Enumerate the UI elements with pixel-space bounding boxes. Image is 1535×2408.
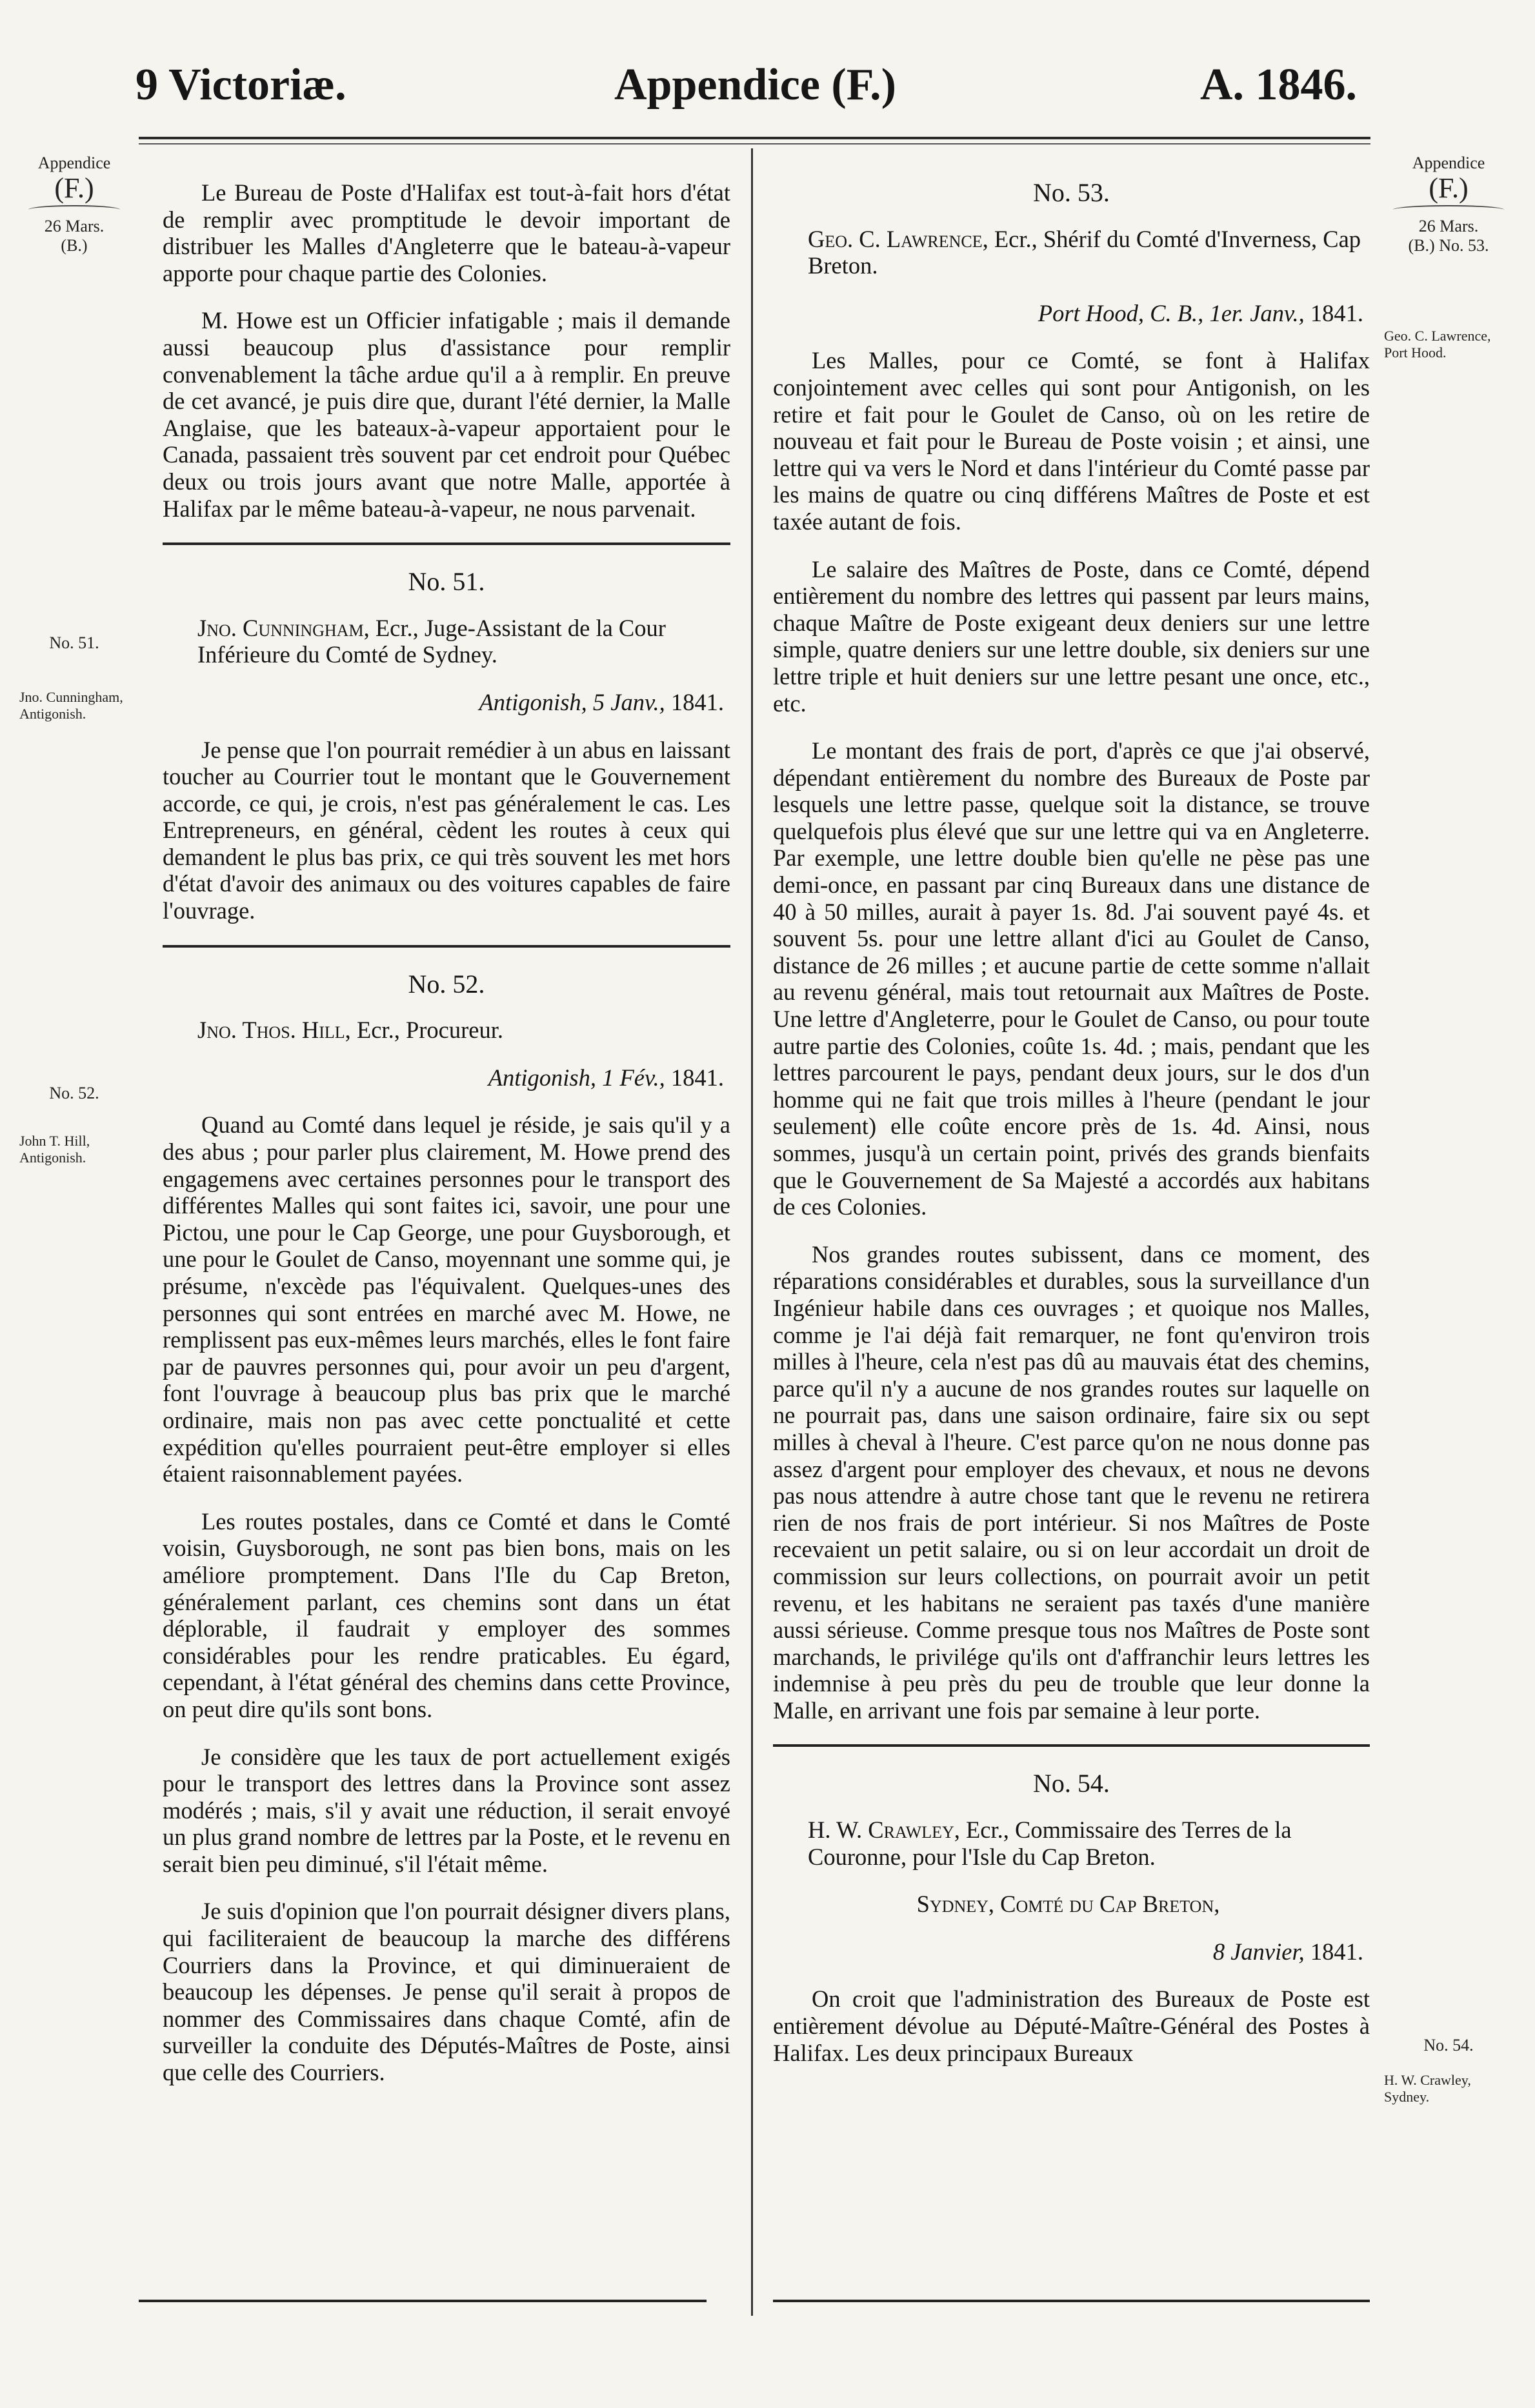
place-date-52	[163, 1064, 730, 1091]
letter-number-52: No. 52.	[408, 969, 485, 999]
margin-left-no52-name: John T. Hill, Antigonish.	[19, 1133, 90, 1166]
column-divider	[751, 148, 753, 2316]
addressee-54	[773, 1816, 1370, 1870]
margin-left-appendix	[19, 154, 129, 255]
date: 5 Janv.,	[592, 688, 665, 715]
addressee-title: Ecr., Shérif du Comté d'Inverness, Cap Breton.	[808, 225, 1361, 279]
paragraph: Je considère que les taux de port actuellement exigés pour le transport des lettres dans la Province sont assez modérés ; mais, s'il y avait une réduction, il serait envoyé un plus grand nombre de lettres par la Poste, et le revenu en serait bien peu diminué, s'il l'était même.	[163, 1743, 730, 1877]
paragraph: Les Malles, pour ce Comté, se font à Halifax conjointement avec celles qui sont pour Antigonish, on les retire et fait pour le Goulet de Canso, où on les retire de nouveau et fait pour le Bureau de Poste voisin ; et ainsi, une lettre qui va vers le Nord et dans l'intérieur du Comté passe par les mains de quatre ou cinq différens Maîtres de Poste et est taxée autant de fois.	[773, 347, 1370, 535]
letter-number-51: No. 51.	[408, 567, 485, 597]
margin-sub: (B.)	[61, 236, 88, 255]
margin-left-no51: No. 51.	[49, 633, 99, 652]
margin-brace	[28, 205, 120, 214]
margin-left-no51-name: Jno. Cunningham, Antigonish.	[19, 689, 123, 722]
header-rule-thin	[139, 143, 1370, 144]
place-date-51	[163, 689, 730, 716]
addressee-title: Ecr., Commissaire des Terres de la Couronne, pour l'Isle du Cap Breton.	[808, 1816, 1292, 1870]
paragraph: Quand au Comté dans lequel je réside, je sais qu'il y a des abus ; pour parler plus clairement, M. Howe prend des engagemens avec certaines personnes pour le transport des différentes Malles qui sont faites ici, savoir, une pour une Pictou, une pour le Cap George, une pour Guysborough, et une pour le Goulet de Canso, moyennant une somme qui, je présume, n'excède pas l'équivalent. Quelques-unes des personnes qui sont entrées en marché avec M. Howe, ne remplissent pas eux-mêmes leurs marchés, elles le font faire par de pauvres personnes qui, pour avoir un peu d'argent, font l'ouvrage à beaucoup plus bas prix que le marché ordinaire, mais non pas avec cette ponctualité et cette expédition qu'elles pourraient peut-être employer si elles étaient raisonnablement payées.	[163, 1111, 730, 1488]
year: 1841.	[665, 688, 724, 715]
section-rule	[773, 1744, 1370, 1747]
margin-right-no54-name: H. W. Crawley, Sydney.	[1384, 2072, 1471, 2105]
margin-sub: (B.) No. 53.	[1408, 236, 1489, 255]
date: 1 Fév.,	[602, 1064, 665, 1091]
header-year: A. 1846.	[1200, 60, 1358, 110]
margin-appendix-label: Appendice	[1412, 154, 1485, 172]
addressee-name: H. W. Crawley,	[808, 1816, 960, 1844]
letter-number-53: No. 53.	[1033, 178, 1110, 207]
paragraph: M. Howe est un Officier infatigable ; mais il demande aussi beaucoup plus d'assistance pour remplir convenablement la tâche ardue qu'il a à remplir. En preuve de cet avancé, je puis dire que, durant l'été dernier, la Malle Anglaise, que les bateaux-à-vapeur apportaient pour le Canada, passaient très souvent par cet endroit pour Québec deux ou trois jours avant que notre Malle, apportée à Halifax par le même bateau-à-vapeur, ne nous parvenait.	[163, 307, 730, 522]
addressee-name: Jno. Cunningham,	[197, 614, 370, 641]
header-volume: 9 Victoriæ.	[135, 60, 346, 110]
addressee-title: Ecr., Procureur.	[350, 1017, 503, 1044]
addressee-51	[163, 615, 730, 668]
paragraph: Nos grandes routes subissent, dans ce moment, des réparations considérables et durables, sous la surveillance d'un Ingénieur habile dans ces ouvrages ; et quoique nos Malles, comme je l'ai déjà fait remarquer, ne font qu'environ trois milles à l'heure, cela n'est pas dû au mauvais état des chemins, parce qu'il n'y a aucune de nos grandes routes sur laquelle on ne pourrait pas, dans une saison ordinaire, faire six ou sept milles à cheval à l'heure. C'est parce qu'on ne nous donne pas assez d'argent pour employer des chevaux, et nous ne devons pas nous attendre à autre chose tant que le revenu ne retirera rien de nos frais de port intérieur. Si nos Maîtres de Poste recevaient un petit salaire, ou si on leur accordait un droit de commission sur leurs collections, on pourrait avoir un petit revenu, et les habitans ne seraient pas taxés d'une manière aussi sérieuse. Comme presque tous nos Maîtres de Poste sont marchands, le privilége qu'ils ont d'affranchir leurs lettres les indemnise à peu près du peu de trouble que leur donne la Malle, en arrivant une fois par semaine à leur porte.	[773, 1240, 1370, 1724]
margin-brace	[1393, 205, 1504, 214]
margin-appendix-label: Appendice	[37, 154, 111, 172]
date-54	[773, 1938, 1370, 1965]
header-appendix: Appendice (F.)	[614, 60, 896, 110]
addressee-52	[163, 1017, 730, 1044]
section-rule	[163, 945, 730, 948]
paragraph: Le Bureau de Poste d'Halifax est tout-à-fait hors d'état de remplir avec promptitude le devoir important de distribuer les Malles d'Angleterre que le bateau-à-vapeur apporte pour chaque partie des Colonies.	[163, 179, 730, 286]
place: Sydney, Comté du Cap Breton,	[916, 1891, 1220, 1918]
margin-appendix-letter: (F.)	[1429, 172, 1469, 204]
date: 1er. Janv.,	[1203, 299, 1305, 326]
header-rule	[139, 137, 1370, 139]
addressee-name: Geo. C. Lawrence,	[808, 225, 988, 252]
paragraph: Les routes postales, dans ce Comté et dans le Comté voisin, Guysborough, ne sont pas bien bons, mais on les améliore promptement. Dans l'Ile du Cap Breton, généralement parlant, ces chemins sont dans un état déplorable, il faudrait y employer des sommes considérables pour les rendre praticables. Eu égard, cependant, à l'état général des chemins dans cette Province, on peut dire qu'ils sont bons.	[163, 1507, 730, 1722]
place: Antigonish,	[488, 1064, 596, 1091]
section-rule	[163, 542, 730, 545]
margin-right-no53-name: Geo. C. Lawrence, Port Hood.	[1384, 328, 1491, 361]
margin-left-no52: No. 52.	[49, 1084, 99, 1102]
left-column	[163, 179, 730, 2107]
margin-right-appendix	[1384, 154, 1513, 255]
paragraph: Le salaire des Maîtres de Poste, dans ce Comté, dépend entièrement du nombre des lettres qui passent par leurs mains, chaque Maître de Poste exigeant deux deniers sur une lettre simple, quatre deniers sur une lettre double, six deniers sur une lettre triple et huit deniers sur une lettre pesant une once, etc., etc.	[773, 555, 1370, 717]
addressee-title: Ecr., Juge-Assistant de la Cour Inférieure du Comté de Sydney.	[197, 614, 666, 668]
bottom-rule-right	[773, 2300, 1370, 2302]
place: Port Hood, C. B.,	[1038, 299, 1204, 326]
year: 1841.	[1304, 299, 1363, 326]
addressee-53	[773, 226, 1370, 279]
year: 1841.	[1304, 1938, 1363, 1965]
margin-appendix-letter: (F.)	[54, 172, 94, 204]
bottom-rule-left	[139, 2300, 707, 2302]
place-date-53	[773, 300, 1370, 327]
margin-right-no54: No. 54.	[1423, 2036, 1474, 2055]
place: Antigonish,	[479, 688, 587, 715]
paragraph: Le montant des frais de port, d'après ce que j'ai observé, dépendant entièrement du nombre des Bureaux de Poste par lesquels une lettre passe, quelque soit la distance, se trouve quelquefois plus élevé que sur une lettre qui va en Angleterre. Par exemple, une lettre double bien qu'elle ne pèse pas une demi-once, en passant par cinq Bureaux dans une distance de 40 à 50 milles, aurait à payer 1s. 8d. J'ai souvent payé 4s. et souvent 5s. pour une lettre allant d'ici au Goulet de Canso, distance de 26 milles ; et aucune partie de cette somme n'allait au revenu général, mais tout retournait aux Maîtres de Poste. Une lettre d'Angleterre, pour le Goulet de Canso, ou pour toute autre partie des Colonies, coûte 1s. 4d. ; mais, pendant que les lettres parcourent le pays, pendant deux jours, sur le dos d'un homme qui ne fait que trois milles à l'heure (pendant le jour seulement) elle coûte encore près de 1s. 4d. Ainsi, nous sommes, jusqu'à un certain point, privés des grands bienfaits que le Gouvernement de Sa Majesté a accordés aux habitans de ces Colonies.	[773, 737, 1370, 1220]
margin-date: 26 Mars.	[1418, 217, 1479, 235]
addressee-name: Jno. Thos. Hill,	[197, 1017, 351, 1044]
margin-date: 26 Mars.	[44, 217, 105, 235]
right-column	[773, 179, 1370, 2087]
place-54	[773, 1891, 1370, 1918]
paragraph: On croit que l'administration des Bureaux de Poste est entièrement dévolue au Député-Maître-Général des Postes à Halifax. Les deux principaux Bureaux	[773, 1985, 1370, 2066]
letter-number-54: No. 54.	[1033, 1769, 1110, 1798]
year: 1841.	[665, 1064, 724, 1091]
date: 8 Janvier,	[1212, 1938, 1305, 1965]
paragraph: Je pense que l'on pourrait remédier à un abus en laissant toucher au Courrier tout le montant que le Gouvernement accorde, ce qui, je crois, n'est pas généralement le cas. Les Entrepreneurs, en général, cèdent les routes à ceux qui demandent le plus bas prix, ce qui très souvent les met hors d'état d'avoir des animaux ou des voitures capables de faire l'ouvrage.	[163, 736, 730, 924]
paragraph: Je suis d'opinion que l'on pourrait désigner divers plans, qui faciliteraient de beaucoup la marche des différens Courriers dans la Province, et qui diminueraient de beaucoup les dépenses. Je pense qu'il serait à propos de nommer des Commissaires dans chaque Comté, afin de surveiller la conduite des Députés-Maîtres de Poste, ainsi que celle des Courriers.	[163, 1898, 730, 2086]
